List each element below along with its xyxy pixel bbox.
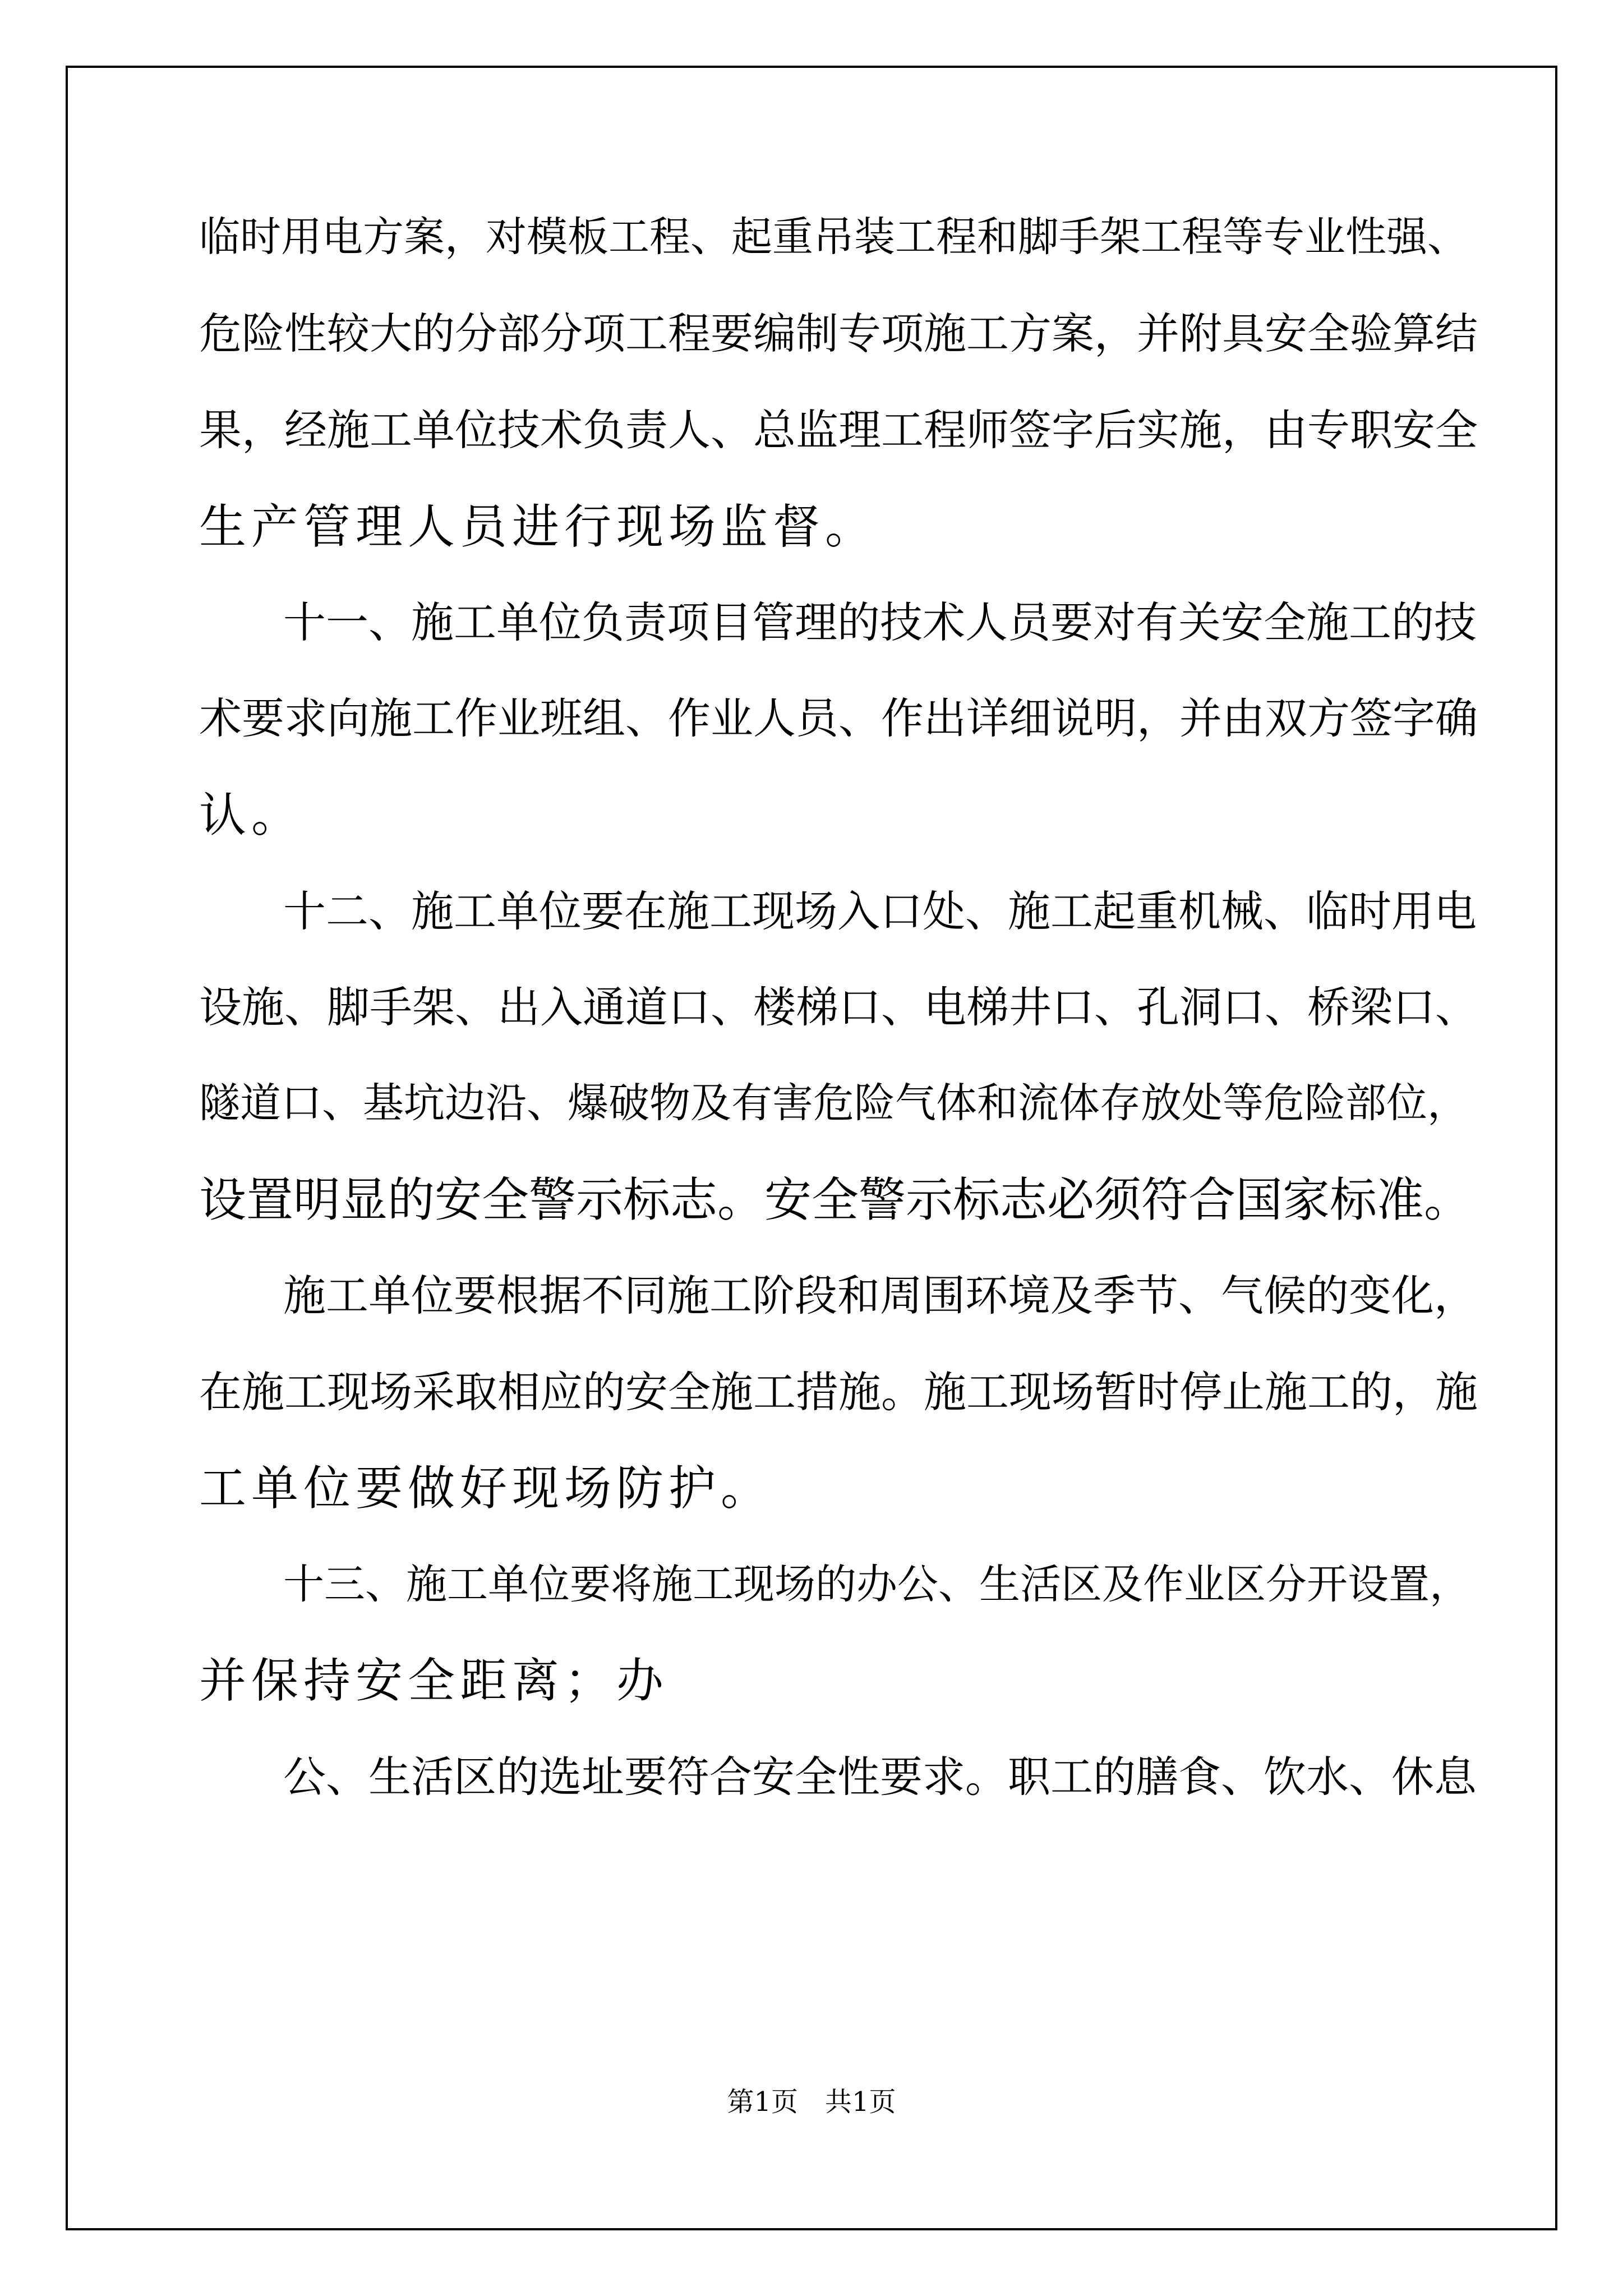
text-line: 认。	[199, 788, 304, 843]
text-line: 果，经施工单位技术负责人、总监理工程师签字后实施，由专职安全	[199, 405, 1478, 455]
page-border	[66, 66, 1557, 2230]
text-line: 十二、施工单位要在施工现场入口处、施工起重机械、临时用电	[283, 886, 1477, 936]
text-line: 隧道口、基坑边沿、爆破物及有害危险气体和流体存放处等危险部位，	[199, 1079, 1468, 1127]
text-line: 术要求向施工作业班组、作业人员、作出详细说明，并由双方签字确	[199, 693, 1478, 743]
text-line: 十一、施工单位负责项目管理的技术人员要对有关安全施工的技	[283, 597, 1477, 647]
text-line: 施工单位要根据不同施工阶段和周围环境及季节、气候的变化，	[283, 1271, 1477, 1320]
text-line: 危险性较大的分部分项工程要编制专项施工方案，并附具安全验算结	[199, 309, 1478, 358]
text-line: 设施、脚手架、出入通道口、楼梯口、电梯井口、孔洞口、桥梁口、	[199, 982, 1478, 1032]
text-line: 工单位要做好现场防护。	[199, 1461, 773, 1516]
text-line: 在施工现场采取相应的安全施工措施。施工现场暂时停止施工的，施	[199, 1367, 1478, 1417]
text-line: 设置明显的安全警示标志。安全警示标志必须符合国家标准。	[199, 1172, 1472, 1227]
text-line: 生产管理人员进行现场监督。	[199, 499, 878, 554]
text-line: 十三、施工单位要将施工现场的办公、生活区及作业区分开设置，	[283, 1561, 1470, 1608]
text-line: 并保持安全距离；办	[199, 1653, 669, 1708]
text-line: 临时用电方案，对模板工程、起重吊装工程和脚手架工程等专业性强、	[199, 213, 1468, 261]
page-number-footer: 第1页 共1页	[727, 2086, 896, 2118]
text-line: 公、生活区的选址要符合安全性要求。职工的膳食、饮水、休息	[283, 1752, 1477, 1802]
